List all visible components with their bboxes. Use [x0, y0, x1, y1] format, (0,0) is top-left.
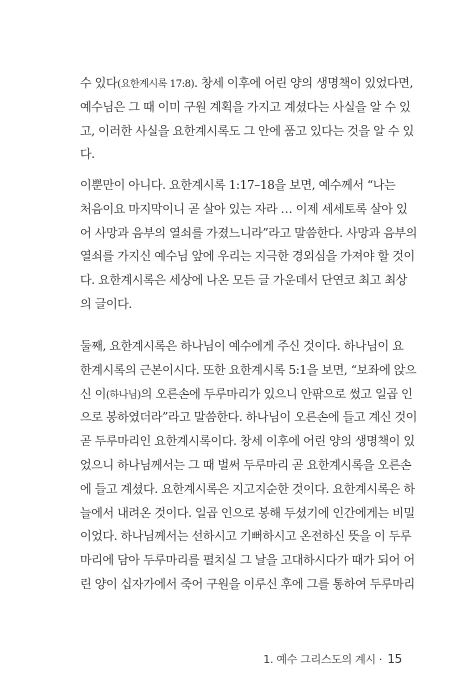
- text-fragment: 의 오른손에 두루마리가 있으니 안팎으로 썼고 일곱 인: [140, 386, 413, 401]
- text-line: 이뿐만이 아니다. 요한계시록 1:17–18을 보면, 예수께서 “나는: [80, 178, 396, 192]
- text-line: 둘째, 요한계시록은 하나님이 예수에게 주신 것이다. 하나님이 요: [80, 339, 404, 353]
- text-line: 으로 봉하였더라”라고 말씀한다. 하나님이 오른손에 들고 계신 것이: [80, 410, 418, 425]
- text-fragment: 수 있다: [80, 76, 118, 90]
- text-line: 고, 이러한 사실을 요한계시록도 그 안에 품고 있다는 것을 알 수 있: [80, 123, 414, 138]
- text-fragment: . 창세 이후에 어린 양의 생명책이 있었다면,: [194, 76, 413, 90]
- text-line: 어 사망과 음부의 열쇠를 가졌느니라”라고 말씀한다. 사망과 음부의: [80, 225, 418, 240]
- text-line: 한계시록의 근본이시다. 또한 요한계시록 5:1을 보면, “보좌에 앉으: [80, 362, 417, 377]
- text-line: 다. 요한계시록은 세상에 나온 모든 글 가운데서 단연코 최고 최상: [80, 273, 407, 288]
- text-line: 마리에 담아 두루마리를 펼치실 그 날을 고대하시다가 때가 되어 어: [80, 553, 415, 568]
- text-line: 늘에서 내려온 것이다. 일곱 인으로 봉해 두셨기에 인간에게는 비밀: [80, 505, 415, 520]
- text-line: [80, 72, 413, 96]
- citation-note: (요한계시록 17:8): [117, 79, 195, 90]
- text-line: 었으니 하나님께서는 그 때 벌써 두루마리 곧 요한계시록을 오른손: [80, 457, 412, 472]
- text-line: 곧 두루마리인 요한계시록이다. 창세 이후에 어린 양의 생명책이 있: [80, 434, 415, 449]
- text-line: 에 들고 계셨다. 요한계시록은 지고지순한 것이다. 요한계시록은 하: [80, 481, 415, 496]
- text-fragment: 신 이: [80, 386, 106, 401]
- text-line: 의 글이다.: [80, 296, 132, 311]
- paragraph-2: [80, 174, 418, 317]
- text-line: 다.: [80, 147, 95, 162]
- citation-note: (하나님): [105, 389, 141, 401]
- text-line: [80, 383, 413, 407]
- paragraph-3: [80, 335, 418, 597]
- text-line: 예수님은 그 때 이미 구원 계획을 가지고 계셨다는 사실을 알 수 있: [80, 99, 411, 114]
- text-line: 처음이요 마지막이니 곧 살아 있는 자라 … 이제 세세토록 살아 있: [80, 201, 408, 216]
- page-number: 15: [387, 652, 402, 666]
- paragraph-1: [80, 72, 414, 167]
- page-footer: [263, 651, 402, 667]
- text-line: 이었다. 하나님께서는 선하시고 기뻐하시고 온전하신 뜻을 이 두루: [80, 529, 412, 544]
- text-line: 린 양이 십자가에서 죽어 구원을 이루신 후에 그를 통하여 두루마리: [80, 576, 415, 591]
- footer-separator: ·: [378, 653, 383, 666]
- text-line: 열쇠를 가지신 예수님 앞에 우리는 지극한 경외심을 가져야 할 것이: [80, 249, 415, 264]
- running-header-chapter: 1. 예수 그리스도의 계시: [263, 653, 376, 666]
